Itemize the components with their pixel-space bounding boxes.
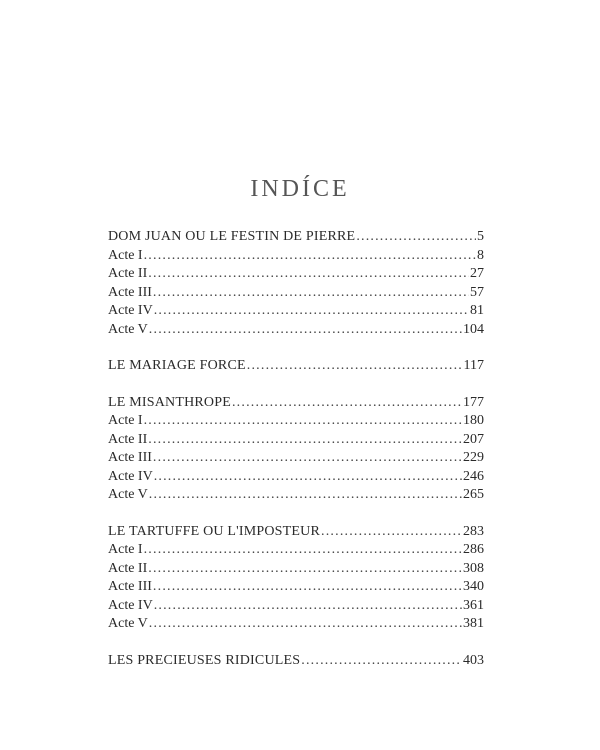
toc-act-label: Acte I — [108, 247, 143, 263]
leader-dots — [144, 412, 462, 431]
leader-dots — [153, 578, 462, 597]
toc-entry-title: LES PRECIEUSES RIDICULES — [108, 652, 301, 668]
toc-act-label: Acte IV — [108, 468, 153, 484]
leader-dots — [153, 449, 462, 468]
leader-dots — [153, 284, 469, 303]
toc-act-entry — [108, 615, 484, 634]
table-of-contents — [108, 228, 484, 670]
toc-act-label: Acte II — [108, 431, 148, 447]
toc-act-entry — [108, 560, 484, 579]
leader-dots — [232, 394, 462, 413]
toc-entry — [108, 228, 484, 247]
toc-entry-page: 177 — [463, 394, 484, 410]
toc-entry — [108, 357, 484, 376]
leader-dots — [148, 560, 462, 579]
toc-entry-page: 403 — [463, 652, 484, 668]
toc-act-page: 57 — [470, 284, 484, 300]
section-spacer — [108, 339, 484, 357]
toc-act-entry — [108, 247, 484, 266]
toc-act-label: Acte IV — [108, 303, 153, 318]
toc-entry — [108, 652, 484, 671]
toc-act-entry — [108, 578, 484, 597]
leader-dots — [144, 541, 462, 560]
toc-act-entry — [108, 284, 484, 303]
toc-act-page: 104 — [463, 321, 484, 337]
leader-dots — [149, 615, 462, 634]
toc-act-page: 361 — [463, 597, 484, 613]
toc-act-entry — [108, 597, 484, 616]
toc-act-page: 180 — [463, 413, 484, 428]
toc-act-entry — [108, 321, 484, 340]
section-spacer — [108, 634, 484, 652]
toc-act-entry — [108, 486, 484, 505]
toc-act-label: Acte V — [108, 616, 148, 631]
toc-section-precieuses — [108, 652, 484, 671]
toc-section-tartuffe — [108, 523, 484, 634]
toc-act-entry — [108, 412, 484, 431]
toc-act-label: Acte III — [108, 450, 152, 465]
toc-entry-title: LE TARTUFFE OU L'IMPOSTEUR — [108, 523, 321, 539]
toc-entry-page: 283 — [463, 523, 484, 539]
toc-act-label: Acte V — [108, 321, 148, 337]
toc-act-label: Acte III — [108, 579, 152, 594]
leader-dots — [154, 468, 462, 487]
toc-entry-page: 117 — [463, 358, 484, 373]
leader-dots — [356, 228, 476, 247]
toc-act-page: 340 — [463, 579, 484, 594]
toc-act-page: 308 — [463, 560, 484, 576]
toc-act-entry — [108, 265, 484, 284]
leader-dots — [148, 265, 469, 284]
leader-dots — [149, 321, 462, 340]
toc-entry — [108, 523, 484, 542]
toc-entry-title: LE MISANTHROPE — [108, 394, 231, 410]
toc-entry-title: LE MARIAGE FORCE — [108, 358, 246, 373]
leader-dots — [301, 652, 462, 671]
leader-dots — [148, 431, 462, 450]
toc-act-page: 246 — [463, 468, 484, 484]
toc-act-entry — [108, 541, 484, 560]
leader-dots — [154, 597, 462, 616]
toc-act-page: 381 — [463, 616, 484, 631]
toc-entry — [108, 394, 484, 413]
toc-act-entry — [108, 449, 484, 468]
toc-act-page: 229 — [463, 450, 484, 465]
toc-section-mariage-force — [108, 357, 484, 376]
section-spacer — [108, 505, 484, 523]
toc-act-label: Acte I — [108, 413, 143, 428]
leader-dots — [154, 302, 469, 321]
toc-entry-page: 5 — [477, 229, 484, 244]
toc-act-page: 27 — [470, 266, 484, 281]
toc-act-label: Acte V — [108, 487, 148, 502]
leader-dots — [247, 357, 463, 376]
toc-act-label: Acte IV — [108, 597, 153, 613]
leader-dots — [321, 523, 462, 542]
toc-act-page: 207 — [463, 431, 484, 447]
toc-section-misanthrope — [108, 394, 484, 505]
leader-dots — [149, 486, 462, 505]
toc-act-page: 265 — [463, 487, 484, 502]
section-spacer — [108, 376, 484, 394]
leader-dots — [144, 247, 476, 266]
toc-act-page: 286 — [463, 542, 484, 557]
toc-entry-title: DOM JUAN OU LE FESTIN DE PIERRE — [108, 229, 356, 244]
toc-act-label: Acte III — [108, 284, 152, 300]
toc-act-entry — [108, 302, 484, 321]
toc-section-dom-juan — [108, 228, 484, 339]
toc-act-entry — [108, 431, 484, 450]
toc-act-entry — [108, 468, 484, 487]
toc-act-page: 81 — [470, 303, 484, 318]
page-title: INDÍCE — [250, 176, 350, 202]
toc-act-label: Acte II — [108, 266, 148, 281]
toc-act-label: Acte II — [108, 560, 148, 576]
toc-act-page: 8 — [477, 247, 484, 263]
toc-act-label: Acte I — [108, 542, 143, 557]
